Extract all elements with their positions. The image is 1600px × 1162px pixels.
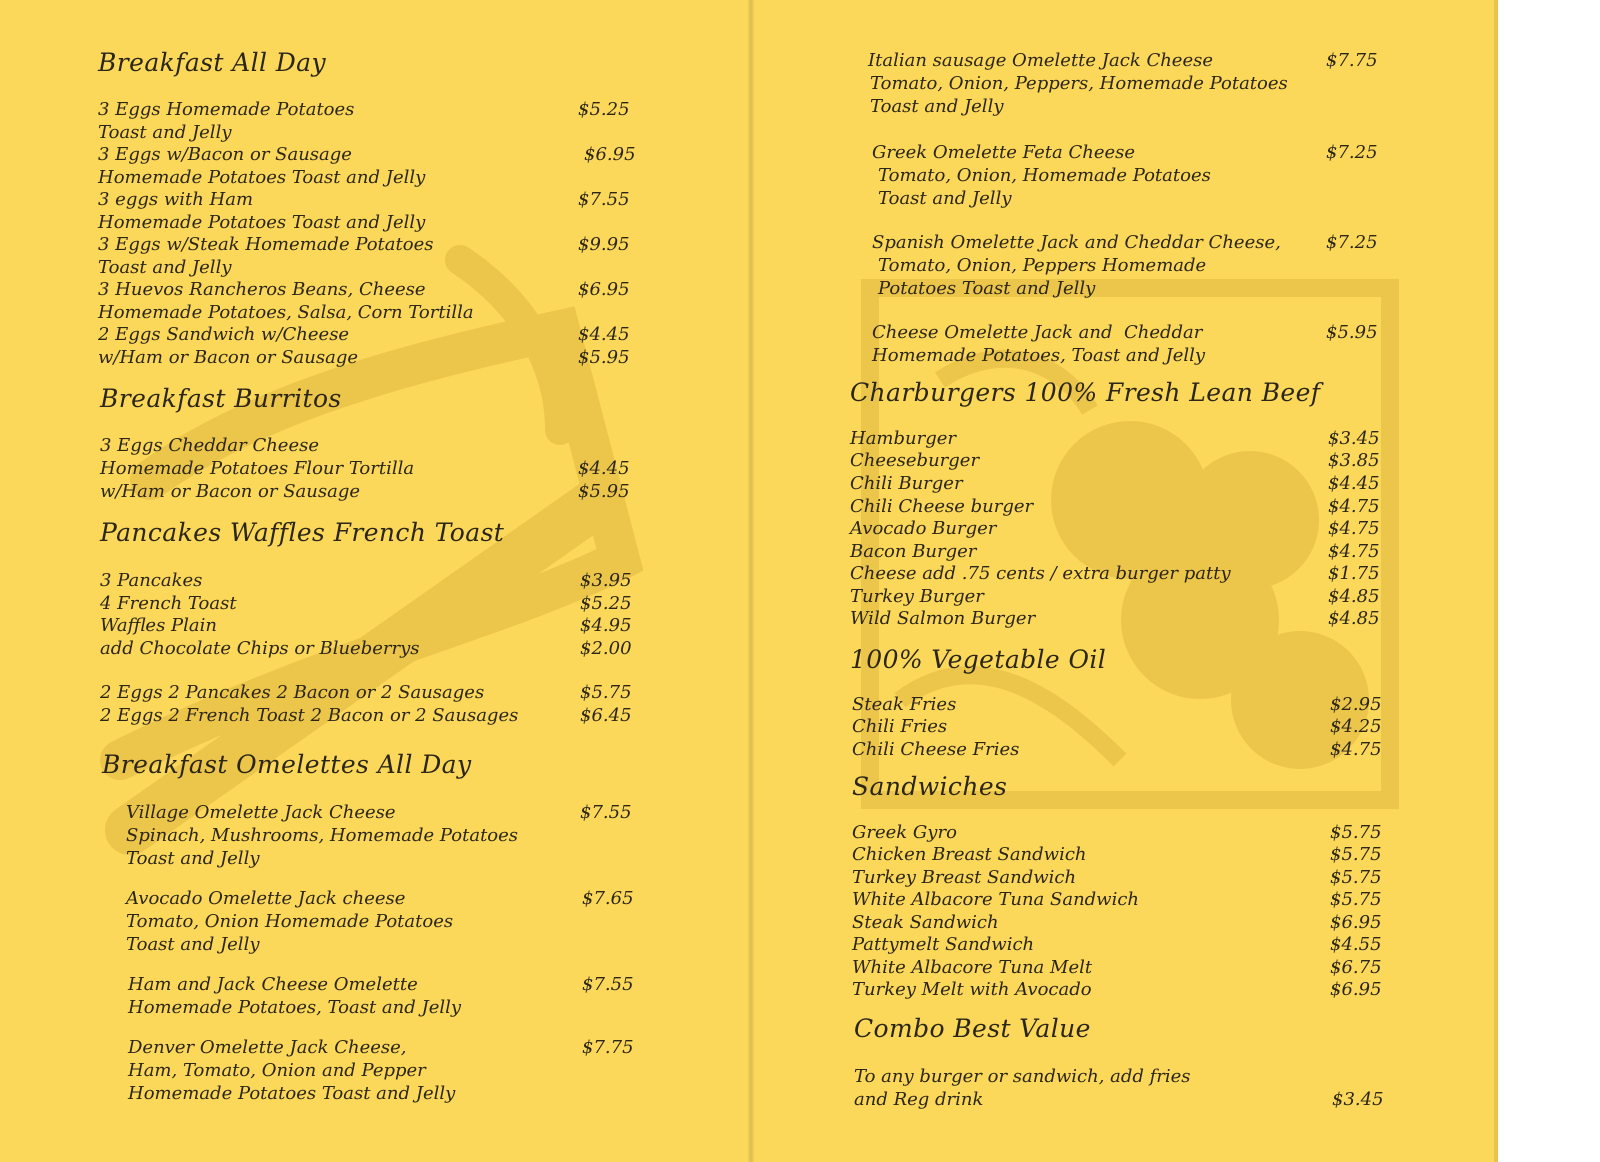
menu-item-desc: Tomato, Onion, Peppers, Homemade Potatoes <box>870 73 1288 94</box>
menu-item-price: $5.75 <box>580 682 632 703</box>
menu-item-price: $4.85 <box>1328 608 1380 629</box>
menu-item-price: $4.75 <box>1328 541 1380 562</box>
section-title-combo: Combo Best Value <box>854 1014 1091 1043</box>
menu-item-name: Greek Gyro <box>852 822 957 843</box>
page-edge <box>1494 0 1498 1162</box>
menu-item-name: Chili Fries <box>852 716 948 737</box>
menu-item-desc: Toast and Jelly <box>126 934 260 955</box>
menu-item-desc: Spinach, Mushrooms, Homemade Potatoes <box>126 825 519 846</box>
menu-item-name: Steak Fries <box>852 694 957 715</box>
menu-item-desc: 2 Eggs Sandwich w/Cheese <box>98 324 350 345</box>
menu-item-name: add Chocolate Chips or Blueberrys <box>100 638 420 659</box>
menu-item-price: $7.65 <box>582 888 634 909</box>
menu-item-desc: 3 Eggs Cheddar Cheese <box>100 435 319 456</box>
menu-item-desc: 3 Eggs w/Steak Homemade Potatoes <box>98 234 434 255</box>
section-title-breakfast-burritos: Breakfast Burritos <box>100 384 342 413</box>
menu-item-desc: Tomato, Onion, Homemade Potatoes <box>878 165 1211 186</box>
menu-item-price: $7.55 <box>578 189 630 210</box>
menu-item-desc: 3 eggs with Ham <box>98 189 254 210</box>
menu-item-price: $7.75 <box>1326 50 1378 71</box>
section-title-breakfast-all-day: Breakfast All Day <box>98 48 327 77</box>
menu-item-name: Wild Salmon Burger <box>850 608 1036 629</box>
menu-item-price: $3.45 <box>1328 428 1380 449</box>
menu-item-name: Steak Sandwich <box>852 912 999 933</box>
menu-item-name: 2 Eggs 2 Pancakes 2 Bacon or 2 Sausages <box>100 682 485 703</box>
menu-item-price: $4.45 <box>578 324 630 345</box>
menu-item-price: $4.75 <box>1328 496 1380 517</box>
menu-item-desc: Village Omelette Jack Cheese <box>126 802 396 823</box>
menu-item-desc: Homemade Potatoes, Toast and Jelly <box>128 997 462 1018</box>
menu-item-desc: Homemade Potatoes Toast and Jelly <box>128 1083 456 1104</box>
section-title-fries: 100% Vegetable Oil <box>850 645 1107 674</box>
menu-item-price: $4.85 <box>1328 586 1380 607</box>
menu-item-desc: Potatoes Toast and Jelly <box>878 278 1096 299</box>
menu-item-desc: Tomato, Onion Homemade Potatoes <box>126 911 454 932</box>
menu-item-desc: Toast and Jelly <box>126 848 260 869</box>
menu-item-name: White Albacore Tuna Melt <box>852 957 1093 978</box>
menu-item-price: $5.75 <box>1330 822 1382 843</box>
menu-item-desc: Homemade Potatoes Flour Tortilla <box>100 458 415 479</box>
menu-item-desc: Cheese Omelette Jack and Cheddar <box>872 322 1203 343</box>
menu-item-name: Turkey Burger <box>850 586 984 607</box>
section-title-sandwiches: Sandwiches <box>852 772 1008 801</box>
menu-item-name: 4 French Toast <box>100 593 237 614</box>
menu-item-price: $7.25 <box>1326 232 1378 253</box>
menu-item-desc: Toast and Jelly <box>870 96 1004 117</box>
menu-item-price: $6.95 <box>1330 979 1382 1000</box>
menu-item-price: $5.25 <box>580 593 632 614</box>
menu-item-desc: Toast and Jelly <box>98 122 232 143</box>
menu-item-name: Pattymelt Sandwich <box>852 934 1035 955</box>
menu-item-price: $4.45 <box>1328 473 1380 494</box>
menu-item-price: $4.45 <box>578 458 630 479</box>
menu-item-price: $6.45 <box>580 705 632 726</box>
menu-item-price: $5.75 <box>1330 867 1382 888</box>
menu-item-name: White Albacore Tuna Sandwich <box>852 889 1140 910</box>
menu-item-name: Turkey Breast Sandwich <box>852 867 1077 888</box>
menu-item-price: $6.95 <box>584 144 636 165</box>
menu-item-price: $1.75 <box>1328 563 1380 584</box>
menu-item-desc: Denver Omelette Jack Cheese, <box>128 1037 407 1058</box>
menu-item-name: Chili Burger <box>850 473 963 494</box>
menu-item-price: $5.75 <box>1330 844 1382 865</box>
combo-price: $3.45 <box>1332 1089 1384 1110</box>
menu-item-price: $6.95 <box>1330 912 1382 933</box>
menu-item-desc: Ham and Jack Cheese Omelette <box>128 974 418 995</box>
menu-item-desc: Greek Omelette Feta Cheese <box>872 142 1136 163</box>
menu-item-price: $4.25 <box>1330 716 1382 737</box>
menu-item-price: $4.95 <box>580 615 632 636</box>
menu-item-price: $7.75 <box>582 1037 634 1058</box>
menu-item-price: $5.25 <box>578 99 630 120</box>
menu-item-price: $2.00 <box>580 638 632 659</box>
menu-item-desc: Tomato, Onion, Peppers Homemade <box>878 255 1207 276</box>
menu-item-price: $5.95 <box>1326 322 1378 343</box>
menu-item-desc: Homemade Potatoes Toast and Jelly <box>98 212 426 233</box>
menu-item-name: Hamburger <box>850 428 956 449</box>
menu-item-desc: Italian sausage Omelette Jack Cheese <box>868 50 1214 71</box>
menu-item-desc: Ham, Tomato, Onion and Pepper <box>128 1060 426 1081</box>
menu-item-price: $9.95 <box>578 234 630 255</box>
menu-item-desc: w/Ham or Bacon or Sausage <box>98 347 359 368</box>
menu-item-price: $4.55 <box>1330 934 1382 955</box>
menu-item-price: $7.55 <box>580 802 632 823</box>
menu-item-desc: Homemade Potatoes, Salsa, Corn Tortilla <box>98 302 474 323</box>
menu-item-name: 3 Pancakes <box>100 570 203 591</box>
menu-item-price: $2.95 <box>1330 694 1382 715</box>
menu-item-desc: 3 Huevos Rancheros Beans, Cheese <box>98 279 426 300</box>
menu-item-name: Cheese add .75 cents / extra burger patty <box>850 563 1231 584</box>
menu-item-price: $5.75 <box>1330 889 1382 910</box>
section-title-pancakes: Pancakes Waffles French Toast <box>100 518 505 547</box>
menu-item-desc: Homemade Potatoes Toast and Jelly <box>98 167 426 188</box>
menu-item-desc: Spanish Omelette Jack and Cheddar Cheese, <box>872 232 1281 253</box>
menu-item-name: Cheeseburger <box>850 450 980 471</box>
menu-item-price: $7.55 <box>582 974 634 995</box>
menu-item-price: $3.85 <box>1328 450 1380 471</box>
menu-item-price: $5.95 <box>578 481 630 502</box>
menu-item-name: Bacon Burger <box>850 541 977 562</box>
menu-item-price: $6.95 <box>578 279 630 300</box>
combo-desc: To any burger or sandwich, add fries <box>854 1066 1191 1087</box>
menu-item-desc: Homemade Potatoes, Toast and Jelly <box>872 345 1206 366</box>
menu-item-name: 2 Eggs 2 French Toast 2 Bacon or 2 Sausages <box>100 705 519 726</box>
section-title-charburgers: Charburgers 100% Fresh Lean Beef <box>850 378 1321 407</box>
menu-item-name: Chili Cheese burger <box>850 496 1034 517</box>
menu-item-price: $4.75 <box>1330 739 1382 760</box>
menu-item-desc: Toast and Jelly <box>98 257 232 278</box>
menu-item-name: Avocado Burger <box>850 518 997 539</box>
menu-item-price: $4.75 <box>1328 518 1380 539</box>
menu-item-desc: 3 Eggs Homemade Potatoes <box>98 99 355 120</box>
center-fold <box>748 0 754 1162</box>
menu-item-desc: w/Ham or Bacon or Sausage <box>100 481 361 502</box>
menu-item-desc: 3 Eggs w/Bacon or Sausage <box>98 144 352 165</box>
menu-item-name: Turkey Melt with Avocado <box>852 979 1092 1000</box>
menu-item-price: $7.25 <box>1326 142 1378 163</box>
combo-desc: and Reg drink <box>854 1089 984 1110</box>
section-title-omelettes: Breakfast Omelettes All Day <box>102 750 472 779</box>
menu-item-price: $3.95 <box>580 570 632 591</box>
menu-item-name: Chicken Breast Sandwich <box>852 844 1087 865</box>
menu-item-desc: Avocado Omelette Jack cheese <box>126 888 406 909</box>
menu-item-price: $6.75 <box>1330 957 1382 978</box>
menu-item-price: $5.95 <box>578 347 630 368</box>
menu-item-name: Waffles Plain <box>100 615 217 636</box>
menu-item-desc: Toast and Jelly <box>878 188 1012 209</box>
menu-item-name: Chili Cheese Fries <box>852 739 1020 760</box>
